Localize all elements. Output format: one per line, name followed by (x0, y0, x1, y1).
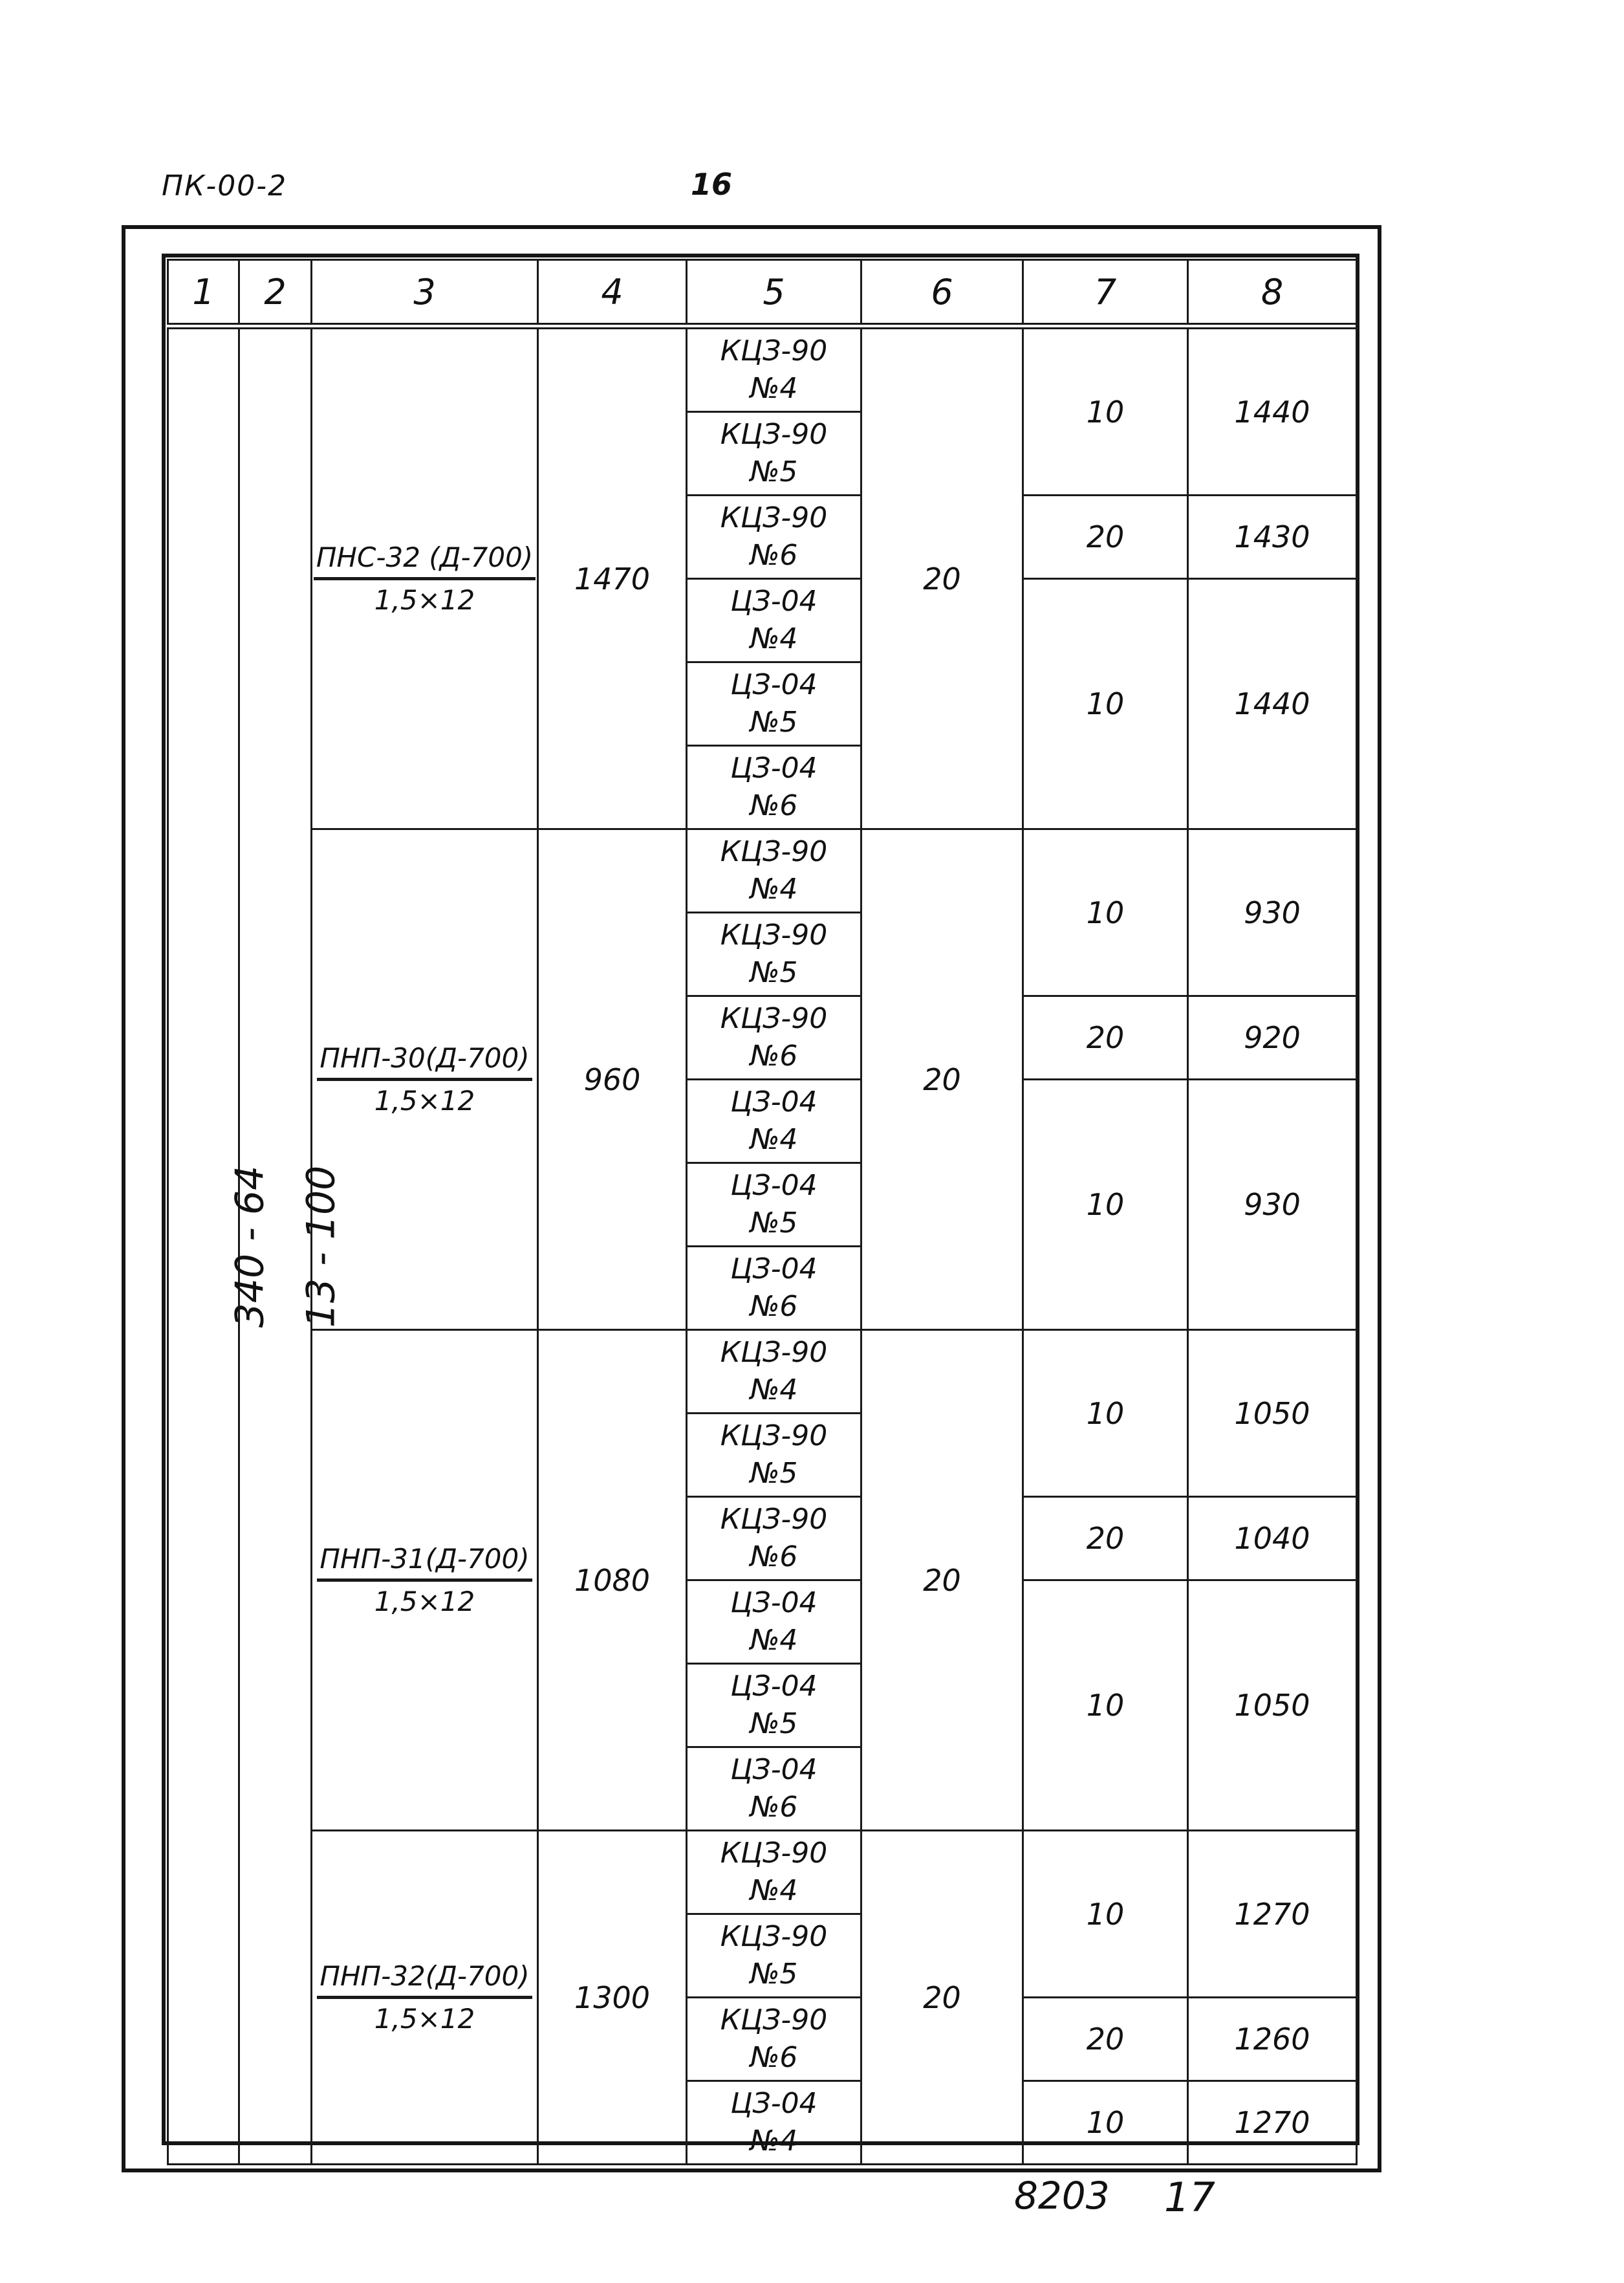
grade-number: №6 (750, 1040, 798, 1073)
col8-cell (1188, 1497, 1357, 1580)
col8-value: 1440 (1234, 394, 1310, 430)
grade-number: №6 (750, 1791, 798, 1824)
product-name-cell (312, 829, 538, 1330)
col7-cell (1023, 1497, 1188, 1580)
col8-value: 930 (1244, 1187, 1301, 1222)
grade-cell (687, 1247, 861, 1330)
col4-cell (538, 1831, 687, 2165)
table-row (168, 1831, 1357, 1914)
grade-cell (687, 1497, 861, 1580)
grade-number: №4 (750, 372, 798, 405)
col6-cell (861, 829, 1023, 1330)
grade-cell (687, 579, 861, 662)
grade-number: №4 (750, 1123, 798, 1156)
col6-cell (861, 1330, 1023, 1831)
col6-value: 20 (923, 1980, 961, 2015)
col4-cell (538, 326, 687, 829)
grade-number: №5 (750, 1958, 798, 1991)
col8-value: 920 (1244, 1020, 1301, 1055)
col8-cell (1188, 326, 1357, 496)
col8-cell (1188, 1580, 1357, 1831)
grade-number: №6 (750, 1540, 798, 1573)
col8-value: 1270 (1234, 2105, 1310, 2140)
col4-cell (538, 829, 687, 1330)
col-header: 2 (239, 260, 312, 327)
grade-name: ЦЗ-04 (730, 585, 817, 618)
col7-value: 20 (1086, 519, 1125, 554)
col7-value: 10 (1086, 1688, 1125, 1723)
col6-value: 20 (923, 1562, 961, 1598)
col4-cell (538, 1330, 687, 1831)
col7-cell (1023, 1330, 1188, 1497)
grade-number: №5 (750, 1207, 798, 1240)
col-header: 6 (861, 260, 1023, 327)
product-name: ПНП-30(Д-700) (317, 1042, 532, 1081)
product-fraction (317, 1042, 532, 1117)
col8-value: 1270 (1234, 1896, 1310, 1932)
grade-number: №4 (750, 873, 798, 906)
col7-cell (1023, 996, 1188, 1080)
col-header: 1 (168, 260, 239, 327)
col7-value: 20 (1086, 2022, 1125, 2057)
col8-value: 1040 (1234, 1521, 1310, 1556)
col7-value: 10 (1086, 895, 1125, 930)
grade-number: №4 (750, 622, 798, 655)
grade-cell (687, 829, 861, 913)
col6-value: 20 (923, 1062, 961, 1097)
col1-cell (168, 326, 273, 2165)
col7-value: 10 (1086, 2105, 1125, 2140)
grade-cell (687, 1831, 861, 1914)
grade-name: ЦЗ-04 (730, 1586, 817, 1619)
grade-cell (687, 746, 861, 829)
col6-value: 20 (923, 561, 961, 596)
col7-value: 20 (1086, 1521, 1125, 1556)
grade-cell (687, 1163, 861, 1247)
col-header: 7 (1023, 260, 1188, 327)
col-header: 4 (538, 260, 687, 327)
product-size: 1,5×12 (374, 2002, 475, 2035)
grade-name: ЦЗ-04 (730, 1086, 817, 1119)
grade-cell (687, 1914, 861, 1998)
page-mark: 16 (691, 167, 733, 202)
grade-cell (687, 1414, 861, 1497)
product-name-cell (312, 1330, 538, 1831)
spec-table (167, 259, 1358, 2165)
col4-value: 1080 (574, 1562, 651, 1598)
grade-number: №6 (750, 789, 798, 822)
grade-cell (687, 1998, 861, 2081)
grade-cell (687, 1330, 861, 1414)
grade-cell (687, 496, 861, 579)
product-name-cell (312, 326, 538, 829)
grade-number: №4 (750, 1874, 798, 1907)
grade-number: №5 (750, 1707, 798, 1740)
product-size: 1,5×12 (374, 1585, 475, 1617)
col7-cell (1023, 1831, 1188, 1998)
col6-cell (861, 326, 1023, 829)
grade-number: №5 (750, 455, 798, 488)
grade-name: ЦЗ-04 (730, 752, 817, 785)
grade-number: №4 (750, 1624, 798, 1657)
col-header: 5 (687, 260, 861, 327)
product-fraction (317, 1960, 532, 2035)
grade-number: №6 (750, 539, 798, 572)
grade-name: КЦЗ-90 (720, 2004, 828, 2037)
table-row (168, 1330, 1357, 1414)
grade-number: №5 (750, 706, 798, 739)
col7-cell (1023, 1998, 1188, 2081)
grade-cell (687, 662, 861, 746)
col7-value: 10 (1086, 1187, 1125, 1222)
col7-value: 20 (1086, 1020, 1125, 1055)
grade-name: ЦЗ-04 (730, 1753, 817, 1786)
document-code: ПК-00-2 (162, 169, 288, 202)
col7-cell (1023, 1580, 1188, 1831)
grade-number: №6 (750, 2041, 798, 2074)
col7-cell (1023, 496, 1188, 579)
grade-number: №5 (750, 1457, 798, 1490)
grade-name: КЦЗ-90 (720, 1419, 828, 1452)
col8-value: 930 (1244, 895, 1301, 930)
col7-cell (1023, 326, 1188, 496)
col4-value: 1300 (574, 1980, 651, 2015)
grade-name: КЦЗ-90 (720, 1336, 828, 1369)
product-name: ПНП-32(Д-700) (317, 1960, 532, 1999)
col6-cell (861, 1831, 1023, 2165)
col7-value: 10 (1086, 1896, 1125, 1932)
grade-cell (687, 996, 861, 1080)
col8-cell (1188, 2081, 1357, 2165)
grade-name: КЦЗ-90 (720, 1837, 828, 1870)
grade-name: КЦЗ-90 (720, 334, 828, 367)
grade-name: ЦЗ-04 (730, 1169, 817, 1202)
grade-name: ЦЗ-04 (730, 668, 817, 701)
product-name: ПНС-32 (Д-700) (314, 541, 536, 580)
grade-cell (687, 1664, 861, 1747)
col2-value: 13 - 100 (298, 1165, 344, 1327)
col-header: 8 (1188, 260, 1357, 327)
col8-cell (1188, 829, 1357, 996)
col8-value: 1430 (1234, 519, 1310, 554)
col8-cell (1188, 1330, 1357, 1497)
grade-cell (687, 1580, 861, 1664)
grade-cell (687, 1747, 861, 1831)
grade-name: ЦЗ-04 (730, 1252, 817, 1285)
grade-name: КЦЗ-90 (720, 919, 828, 952)
col4-value: 1470 (574, 561, 651, 596)
grade-name: КЦЗ-90 (720, 1503, 828, 1536)
grade-name: КЦЗ-90 (720, 501, 828, 534)
col8-value: 1050 (1234, 1395, 1310, 1431)
grade-name: КЦЗ-90 (720, 418, 828, 451)
col7-cell (1023, 579, 1188, 829)
col8-cell (1188, 1998, 1357, 2081)
grade-name: ЦЗ-04 (730, 2087, 817, 2120)
table-row (168, 829, 1357, 913)
grade-cell (687, 913, 861, 996)
product-fraction (317, 1543, 532, 1617)
col7-value: 10 (1086, 686, 1125, 721)
col7-value: 10 (1086, 394, 1125, 430)
footer-doc-number: 8203 (1014, 2174, 1110, 2218)
grade-name: КЦЗ-90 (720, 1920, 828, 1953)
product-size: 1,5×12 (374, 1084, 475, 1117)
col-header: 3 (312, 260, 538, 327)
grade-name: КЦЗ-90 (720, 835, 828, 868)
grade-number: №4 (750, 2125, 798, 2157)
col4-value: 960 (583, 1062, 641, 1097)
grade-number: №5 (750, 956, 798, 989)
grade-name: ЦЗ-04 (730, 1670, 817, 1703)
footer-page-number: 17 (1164, 2174, 1215, 2221)
grade-cell (687, 412, 861, 496)
product-size: 1,5×12 (374, 584, 475, 616)
col7-cell (1023, 2081, 1188, 2165)
col8-cell (1188, 996, 1357, 1080)
product-fraction (314, 541, 536, 616)
grade-name: КЦЗ-90 (720, 1002, 828, 1035)
grade-number: №4 (750, 1373, 798, 1406)
col1-value: 340 - 64 (227, 1165, 273, 1327)
grade-cell (687, 2081, 861, 2165)
grade-cell (687, 326, 861, 412)
table-row (168, 326, 1357, 412)
col8-value: 1440 (1234, 686, 1310, 721)
col8-cell (1188, 496, 1357, 579)
col7-cell (1023, 1080, 1188, 1330)
grade-number: №6 (750, 1290, 798, 1323)
col8-cell (1188, 579, 1357, 829)
header-row (168, 260, 1357, 327)
grade-cell (687, 1080, 861, 1163)
col7-cell (1023, 829, 1188, 996)
col7-value: 10 (1086, 1395, 1125, 1431)
product-name-cell (312, 1831, 538, 2165)
col8-cell (1188, 1831, 1357, 1998)
col8-value: 1260 (1234, 2022, 1310, 2057)
product-name: ПНП-31(Д-700) (317, 1543, 532, 1582)
col8-cell (1188, 1080, 1357, 1330)
col8-value: 1050 (1234, 1688, 1310, 1723)
